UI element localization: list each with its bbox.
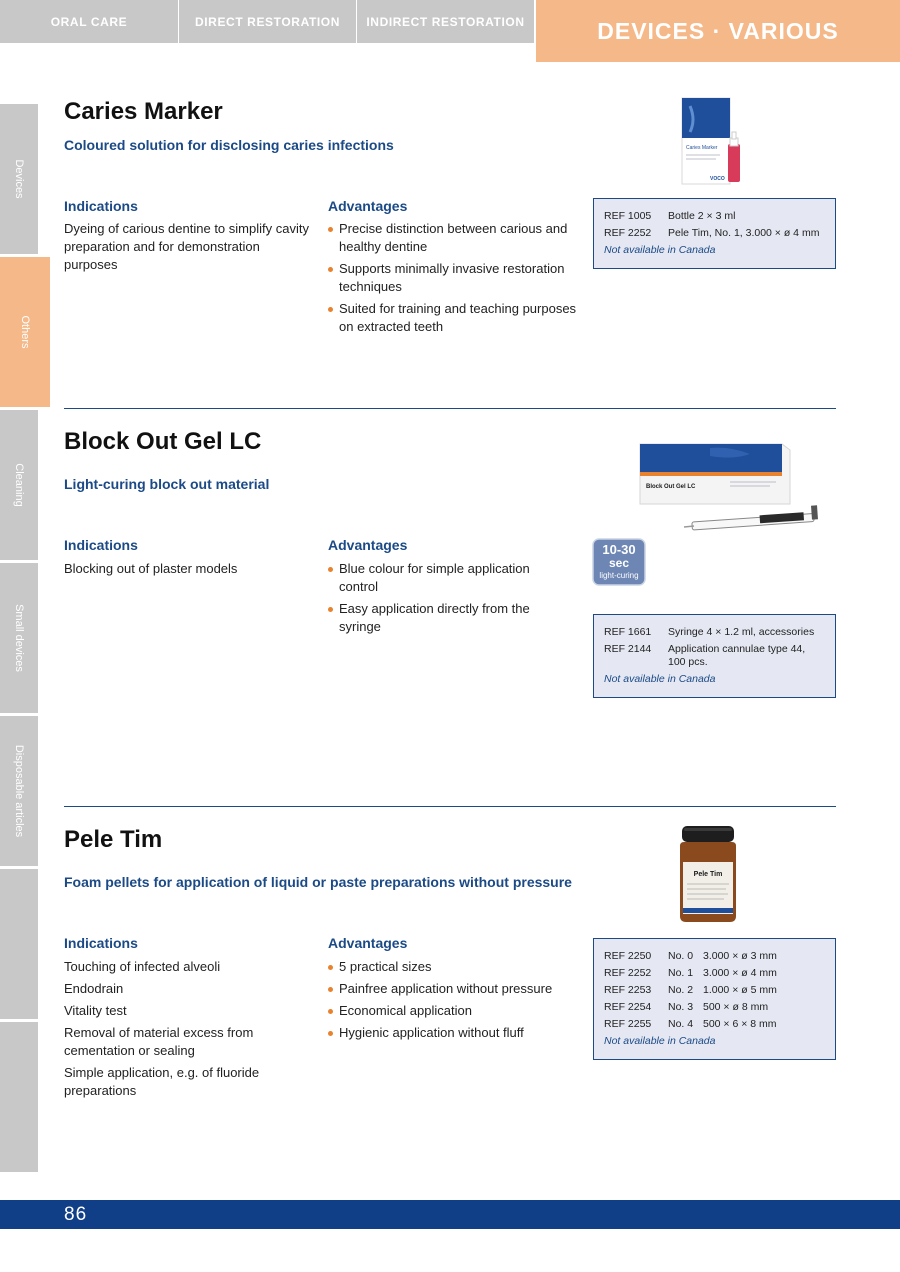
ref-code: REF 2252 bbox=[604, 967, 652, 979]
side-tab-label: Small devices bbox=[13, 604, 25, 672]
box-label: Caries Marker bbox=[686, 145, 718, 151]
ref-description: 1.000 × ø 5 mm bbox=[703, 984, 777, 996]
tab-direct-restoration[interactable]: DIRECT RESTORATION bbox=[179, 0, 356, 43]
ref-code: REF 1005 bbox=[604, 210, 652, 222]
advantages-heading: Advantages bbox=[328, 935, 408, 951]
indications-heading: Indications bbox=[64, 935, 138, 951]
section-divider bbox=[64, 806, 836, 807]
tab-indirect-restoration[interactable]: INDIRECT RESTORATION bbox=[357, 0, 534, 43]
advantages-heading: Advantages bbox=[328, 198, 408, 214]
product-subtitle: Foam pellets for application of liquid or paste preparations without pressure bbox=[64, 874, 572, 890]
ref-row bbox=[604, 641, 825, 669]
side-tab-devices[interactable] bbox=[0, 104, 38, 254]
side-tab-cleaning[interactable] bbox=[0, 410, 38, 560]
footer-bar bbox=[0, 1200, 900, 1229]
tab-oral-care[interactable]: ORAL CARE bbox=[0, 0, 178, 43]
side-tab-blank[interactable] bbox=[0, 869, 38, 1019]
ref-row bbox=[604, 624, 825, 641]
advantage-item: Blue colour for simple application control bbox=[328, 560, 558, 596]
advantage-item: Hygienic application without fluff bbox=[328, 1024, 583, 1042]
ref-row bbox=[604, 965, 825, 982]
ref-size-number: No. 2 bbox=[668, 984, 694, 996]
ref-box bbox=[593, 938, 836, 1060]
ref-row bbox=[604, 208, 825, 225]
indication-item: Blocking out of plaster models bbox=[64, 561, 238, 576]
ref-row bbox=[604, 999, 825, 1016]
ref-code: REF 1661 bbox=[604, 626, 652, 638]
box-label: Block Out Gel LC bbox=[646, 484, 696, 490]
side-tab-label: Disposable articles bbox=[13, 744, 25, 838]
product-subtitle: Coloured solution for disclosing caries infections bbox=[64, 137, 394, 153]
indications-list bbox=[64, 220, 314, 278]
indication-item: Dyeing of carious dentine to simplify cavity preparation and for demonstration purposes bbox=[64, 221, 309, 272]
indications-list bbox=[64, 560, 314, 582]
ref-description: 500 × 6 × 8 mm bbox=[703, 1018, 777, 1030]
product-subtitle: Light-curing block out material bbox=[64, 476, 270, 492]
ref-row bbox=[604, 1016, 825, 1033]
side-tab-label: Cleaning bbox=[13, 463, 25, 507]
badge-line3: light-curing bbox=[599, 571, 639, 580]
ref-description: Bottle 2 × 3 ml bbox=[668, 210, 736, 222]
ref-description: Application cannulae type 44, 100 pcs. bbox=[668, 643, 806, 668]
ref-description: 3.000 × ø 4 mm bbox=[703, 967, 777, 979]
advantages-list bbox=[328, 958, 583, 1046]
availability-note: Not available in Canada bbox=[604, 244, 716, 256]
indication-item: Vitality test bbox=[64, 1003, 127, 1018]
advantage-item: Easy application directly from the syringe bbox=[328, 600, 558, 636]
ref-code: REF 2253 bbox=[604, 984, 652, 996]
ref-description: Syringe 4 × 1.2 ml, accessories bbox=[668, 626, 815, 638]
ref-description: Pele Tim, No. 1, 3.000 × ø 4 mm bbox=[668, 227, 820, 239]
ref-row bbox=[604, 225, 825, 242]
advantage-item: Precise distinction between carious and healthy dentine bbox=[328, 220, 578, 256]
badge-line1: 10-30 bbox=[602, 542, 636, 557]
badge-line2: sec bbox=[608, 556, 630, 570]
advantage-item: 5 practical sizes bbox=[328, 958, 583, 976]
jar-label: Pele Tim bbox=[693, 871, 723, 878]
side-tab-label: Devices bbox=[13, 159, 25, 199]
advantage-item: Economical application bbox=[328, 1002, 583, 1020]
ref-row bbox=[604, 982, 825, 999]
ref-row bbox=[604, 948, 825, 965]
ref-size-number: No. 4 bbox=[668, 1018, 694, 1030]
side-tab-label: Others bbox=[19, 315, 31, 349]
indication-item: Simple application, e.g. of fluoride preparations bbox=[64, 1065, 260, 1098]
ref-code: REF 2144 bbox=[604, 643, 652, 655]
availability-note: Not available in Canada bbox=[604, 1035, 716, 1047]
ref-description: 500 × ø 8 mm bbox=[703, 1001, 769, 1013]
ref-description: 3.000 × ø 3 mm bbox=[703, 950, 777, 962]
indications-list bbox=[64, 958, 314, 1104]
indication-item: Endodrain bbox=[64, 981, 124, 996]
ref-code: REF 2255 bbox=[604, 1018, 652, 1030]
advantage-item: Suited for training and teaching purposes on extracted teeth bbox=[328, 300, 578, 336]
ref-box bbox=[593, 614, 836, 698]
ref-code: REF 2254 bbox=[604, 1001, 652, 1013]
ref-size-number: No. 3 bbox=[668, 1001, 694, 1013]
caries-marker-product-image bbox=[660, 88, 790, 194]
product-title: Block Out Gel LC bbox=[64, 428, 262, 455]
indications-heading: Indications bbox=[64, 537, 138, 553]
availability-note: Not available in Canada bbox=[604, 673, 716, 685]
indications-heading: Indications bbox=[64, 198, 138, 214]
indication-item: Removal of material excess from cementation or sealing bbox=[64, 1025, 254, 1058]
page-number: 86 bbox=[64, 1204, 88, 1225]
brand-label: VOCO bbox=[710, 176, 725, 182]
ref-size-number: No. 0 bbox=[668, 950, 694, 962]
advantage-item: Painfree application without pressure bbox=[328, 980, 583, 998]
advantages-heading: Advantages bbox=[328, 537, 408, 553]
advantage-item: Supports minimally invasive restoration techniques bbox=[328, 260, 578, 296]
side-tab-disposable-articles[interactable] bbox=[0, 716, 38, 866]
indication-item: Touching of infected alveoli bbox=[64, 959, 221, 974]
ref-size-number: No. 1 bbox=[668, 967, 694, 979]
side-tab-others[interactable] bbox=[0, 257, 50, 407]
ref-code: REF 2250 bbox=[604, 950, 652, 962]
ref-box bbox=[593, 198, 836, 269]
ref-code: REF 2252 bbox=[604, 227, 652, 239]
section-divider bbox=[64, 408, 836, 409]
light-curing-time-badge bbox=[592, 538, 646, 586]
product-title: Pele Tim bbox=[64, 826, 163, 853]
side-tab-blank[interactable] bbox=[0, 1022, 38, 1172]
pele-tim-jar-image bbox=[676, 824, 740, 924]
product-title: Caries Marker bbox=[64, 98, 223, 125]
tab-devices-various[interactable]: DEVICES · VARIOUS bbox=[536, 0, 900, 62]
advantages-list bbox=[328, 220, 578, 340]
advantages-list bbox=[328, 560, 558, 640]
side-tab-small-devices[interactable] bbox=[0, 563, 38, 713]
